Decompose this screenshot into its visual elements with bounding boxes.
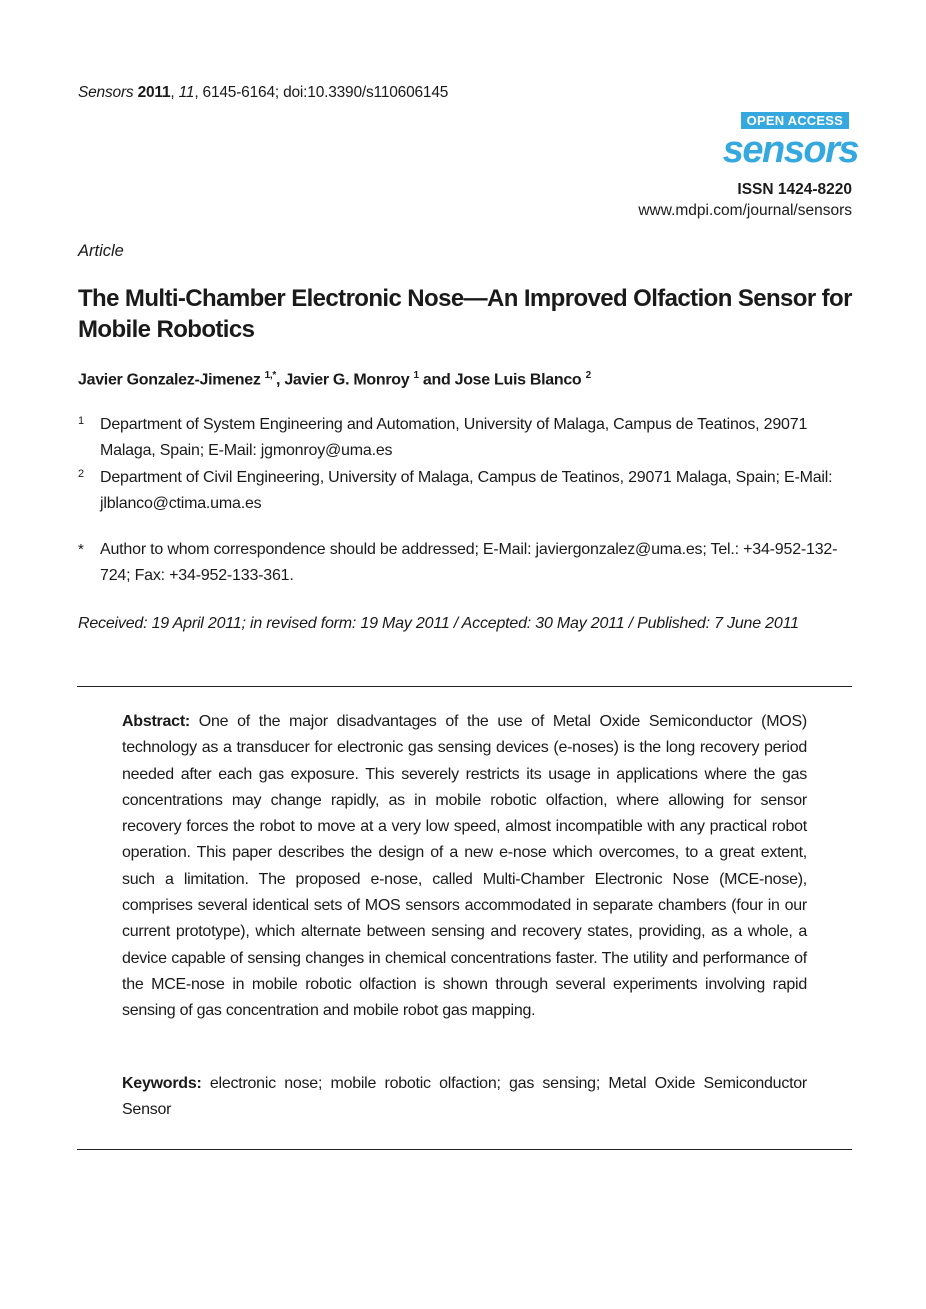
top-divider <box>77 686 852 687</box>
affiliation-text: Department of System Engineering and Automation, University of Malaga, Campus de Teatinos, 29071 Malaga, Spain; E-Mail: jgmonroy@uma.es <box>100 416 808 459</box>
author-affiliation-marker: 2 <box>585 370 591 381</box>
affiliation-marker: 1 <box>78 415 84 427</box>
correspondence-text: Author to whom correspondence should be addressed; E-Mail: javiergonzalez@uma.es; Tel.: +34-952-132-724; Fax: +34-952-133-361. <box>100 541 838 584</box>
issn: ISSN 1424-8220 <box>737 181 852 198</box>
paper-title: The Multi-Chamber Electronic Nose—An Improved Olfaction Sensor for Mobile Robotics <box>78 285 852 343</box>
keywords-text: electronic nose; mobile robotic olfaction; gas sensing; Metal Oxide Semiconductor Sensor <box>122 1075 807 1119</box>
author-name: Jose Luis Blanco <box>454 371 582 389</box>
author-name: Javier Gonzalez-Jimenez <box>78 371 261 389</box>
article-type: Article <box>78 242 124 260</box>
citation-line: Sensors 2011, 11, 6145-6164; doi:10.3390/s110606145 <box>78 84 449 101</box>
author-affiliation-marker: 1,* <box>264 370 277 381</box>
affiliation <box>78 412 838 464</box>
citation-year: 2011 <box>137 84 171 101</box>
citation-journal: Sensors <box>78 84 134 101</box>
bottom-divider <box>77 1149 852 1150</box>
abstract-text: One of the major disadvantages of the use of Metal Oxide Semiconductor (MOS) technology as a transducer for electronic gas sensing devices (e-noses) is the long recovery period needed after each gas exposure. This severely restricts its usage in applications where the gas concentrations may change rapidly, as in mobile robotic olfaction, where allowing for sensor recovery forces the robot to move at a very low speed, almost incompatible with any practical robot operation. This paper describes the design of a new e-nose which overcomes, to a great extent, such a limitation. The proposed e-nose, called Multi-Chamber Electronic Nose (MCE-nose), comprises several identical sets of MOS sensors accommodated in separate chambers (four in our current prototype), which alternate between sensing and recovery states, providing, as a whole, a device capable of sensing changes in chemical concentrations faster. The utility and performance of the MCE-nose in mobile robotic olfaction is shown through several experiments involving rapid sensing of gas concentration and mobile robot gas mapping. <box>122 713 807 1020</box>
affiliation-text: Department of Civil Engineering, University of Malaga, Campus de Teatinos, 29071 Malaga, Spain; E-Mail: jlblanco@ctima.uma.es <box>100 469 833 512</box>
author-list: Javier Gonzalez-Jimenez $^{1,*}$, Javier G. Monroy $^1$ and Jose Luis Blanco $^2$ <box>78 370 591 389</box>
affiliation <box>78 465 838 517</box>
journal-logo: sensors <box>722 129 858 171</box>
open-access-badge: OPEN ACCESS <box>741 112 849 129</box>
author-name: Javier G. Monroy <box>284 371 410 389</box>
affiliation-marker: 2 <box>78 468 84 480</box>
citation-volume: 11 <box>178 84 195 101</box>
abstract-label: Abstract: <box>122 713 190 730</box>
publication-dates: Received: 19 April 2011; in revised form: 19 May 2011 / Accepted: 30 May 2011 / Published: 7 June 2011 <box>78 615 799 632</box>
correspondence-marker: * <box>78 541 84 558</box>
abstract <box>122 709 807 1025</box>
correspondence-note <box>78 537 838 589</box>
keywords <box>122 1071 807 1124</box>
author-affiliation-marker: 1 <box>413 370 419 381</box>
journal-url: www.mdpi.com/journal/sensors <box>638 202 852 219</box>
keywords-label: Keywords: <box>122 1075 202 1092</box>
citation-pages-doi: , 6145-6164; doi:10.3390/s110606145 <box>194 84 449 101</box>
